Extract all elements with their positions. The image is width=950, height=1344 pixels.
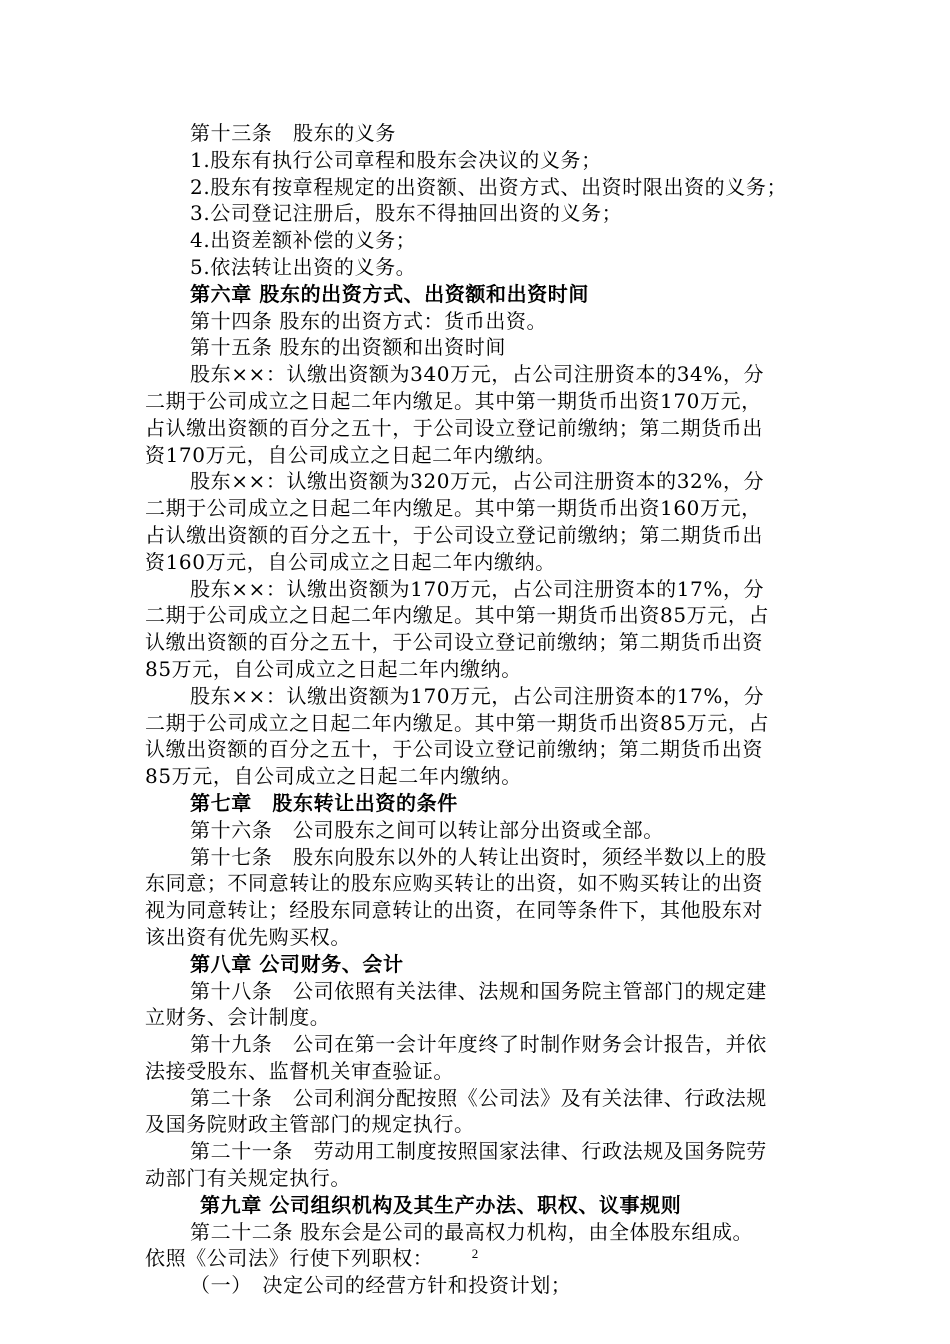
article-17-line-3: 视为同意转让；经股东同意转让的出资，在同等条件下，其他股东对 [145, 898, 763, 923]
obligation-3: 3.公司登记注册后，股东不得抽回出资的义务； [190, 201, 623, 226]
article-21-line-1: 第二十一条 劳动用工制度按照国家法律、行政法规及国务院劳 [190, 1139, 767, 1164]
shareholder-3-line-4: 85万元，自公司成立之日起二年内缴纳。 [145, 656, 522, 681]
article-15-heading: 第十五条 股东的出资额和出资时间 [190, 335, 506, 360]
shareholder-2-line-2: 二期于公司成立之日起二年内缴足。其中第一期货币出资160万元， [145, 496, 762, 521]
article-19-line-2: 法接受股东、监督机关审查验证。 [145, 1058, 454, 1083]
shareholder-2-line-1: 股东××：认缴出资额为320万元，占公司注册资本的32%，分 [190, 469, 765, 494]
article-20-line-1: 第二十条 公司利润分配按照《公司法》及有关法律、行政法规 [190, 1085, 767, 1110]
article-18-line-2: 立财务、会计制度。 [145, 1005, 331, 1030]
article-16: 第十六条 公司股东之间可以转让部分出资或全部。 [190, 817, 664, 842]
page-number: 2 [471, 1246, 479, 1261]
article-14: 第十四条 股东的出资方式：货币出资。 [190, 308, 548, 333]
article-17-line-2: 东同意；不同意转让的股东应购买转让的出资，如不购买转让的出资 [145, 871, 763, 896]
shareholder-1-line-4: 资170万元，自公司成立之日起二年内缴纳。 [145, 442, 556, 467]
article-17-line-4: 该出资有优先购买权。 [145, 924, 351, 949]
shareholder-3-line-1: 股东××：认缴出资额为170万元，占公司注册资本的17%，分 [190, 576, 765, 601]
shareholder-3-line-2: 二期于公司成立之日起二年内缴足。其中第一期货币出资85万元，占 [145, 603, 770, 628]
shareholder-2-line-3: 占认缴出资额的百分之五十，于公司设立登记前缴纳；第二期货币出 [145, 522, 763, 547]
article-20-line-2: 及国务院财政主管部门的规定执行。 [145, 1112, 475, 1137]
article-18-line-1: 第十八条 公司依照有关法律、法规和国务院主管部门的规定建 [190, 978, 767, 1003]
obligation-4: 4.出资差额补偿的义务； [190, 228, 417, 253]
power-item-1: （一） 决定公司的经营方针和投资计划； [190, 1273, 572, 1298]
shareholder-4-line-1: 股东××：认缴出资额为170万元，占公司注册资本的17%，分 [190, 683, 765, 708]
shareholder-2-line-4: 资160万元，自公司成立之日起二年内缴纳。 [145, 549, 556, 574]
shareholder-1-line-2: 二期于公司成立之日起二年内缴足。其中第一期货币出资170万元， [145, 388, 762, 413]
chapter-9-heading: 第九章 公司组织机构及其生产办法、职权、议事规则 [200, 1192, 682, 1217]
shareholder-3-line-3: 认缴出资额的百分之五十，于公司设立登记前缴纳；第二期货币出资 [145, 630, 763, 655]
article-22-line-2: 依照《公司法》行使下列职权： [145, 1246, 434, 1271]
chapter-6-heading: 第六章 股东的出资方式、出资额和出资时间 [190, 281, 589, 306]
shareholder-4-line-4: 85万元，自公司成立之日起二年内缴纳。 [145, 764, 522, 789]
shareholder-1-line-3: 占认缴出资额的百分之五十，于公司设立登记前缴纳；第二期货币出 [145, 415, 763, 440]
document-body [145, 120, 815, 1299]
article-22-line-1: 第二十二条 股东会是公司的最高权力机构，由全体股东组成。 [190, 1219, 754, 1244]
obligation-1: 1.股东有执行公司章程和股东会决议的义务； [190, 147, 602, 172]
shareholder-4-line-3: 认缴出资额的百分之五十，于公司设立登记前缴纳；第二期货币出资 [145, 737, 763, 762]
article-17-line-1: 第十七条 股东向股东以外的人转让出资时，须经半数以上的股 [190, 844, 767, 869]
article-13-heading: 第十三条 股东的义务 [190, 121, 396, 145]
obligation-2: 2.股东有按章程规定的出资额、出资方式、出资时限出资的义务； [190, 174, 788, 199]
chapter-7-heading: 第七章 股东转让出资的条件 [190, 790, 458, 815]
shareholder-4-line-2: 二期于公司成立之日起二年内缴足。其中第一期货币出资85万元，占 [145, 710, 770, 735]
obligation-5: 5.依法转让出资的义务。 [190, 254, 417, 279]
article-21-line-2: 动部门有关规定执行。 [145, 1166, 351, 1191]
shareholder-1-line-1: 股东××：认缴出资额为340万元，占公司注册资本的34%，分 [190, 362, 765, 387]
chapter-8-heading: 第八章 公司财务、会计 [190, 951, 404, 976]
article-19-line-1: 第十九条 公司在第一会计年度终了时制作财务会计报告，并依 [190, 1032, 767, 1057]
